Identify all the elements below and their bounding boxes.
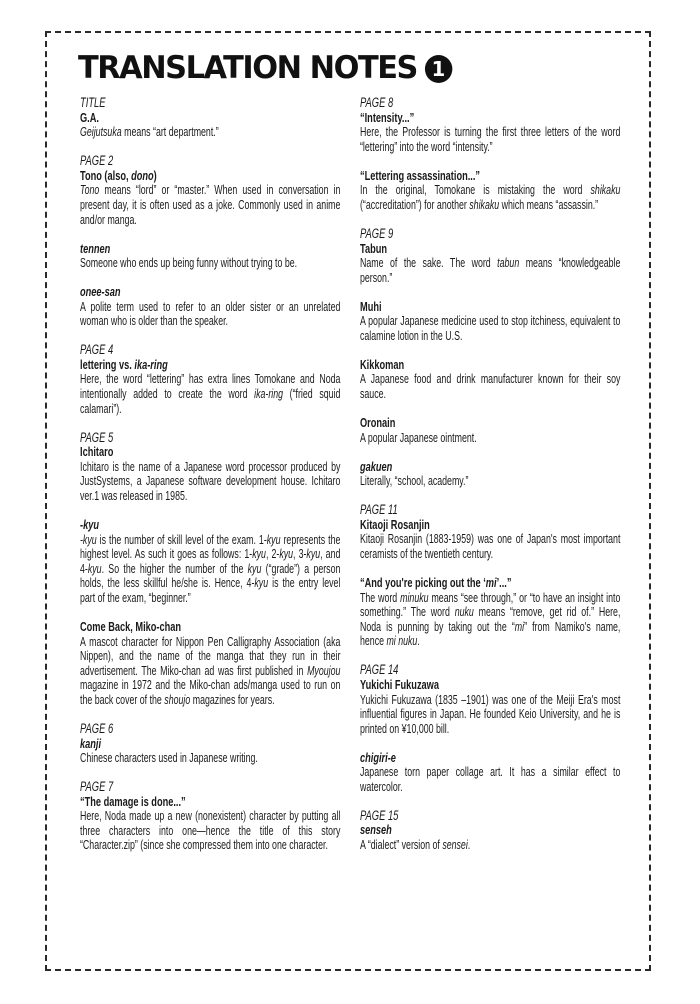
note-body [360, 314, 620, 343]
text: In the original, Tomokane is mistaking the word [360, 183, 591, 198]
note-heading [80, 518, 340, 533]
italic-text: kyu [252, 547, 266, 562]
note-body [80, 183, 340, 227]
note-entry [360, 576, 620, 649]
note-body [80, 300, 340, 329]
text: magazines for years. [190, 692, 275, 707]
italic-text: mi nuku [386, 634, 418, 649]
note-heading [80, 169, 340, 184]
title-text: TRANSLATION NOTES [78, 50, 417, 86]
page-label: PAGE 9 [360, 225, 394, 241]
text: (“accreditation”) for another [360, 197, 470, 212]
note-heading [360, 111, 620, 126]
note-body [360, 532, 620, 561]
text: G.A. [80, 109, 99, 125]
page-label: PAGE 11 [360, 502, 398, 518]
italic-text: tabun [497, 256, 520, 271]
note-entry [80, 96, 340, 140]
note-heading [360, 242, 620, 257]
note-body [360, 183, 620, 212]
text: A popular Japanese medicine used to stop itchiness, equivalent to calamine lotion in the U.S. [360, 314, 621, 343]
italic-text: Tono [80, 183, 100, 198]
note-body [360, 765, 620, 794]
italic-text: kyu [279, 547, 294, 562]
italic-text: kyu [306, 547, 321, 562]
note-entry [360, 663, 620, 736]
note-body [360, 431, 620, 446]
note-body [80, 635, 340, 708]
text: Tabun [360, 240, 388, 256]
text: Here, the Professor is turning the first three letters of the word “lettering” into the word “intensity.” [360, 125, 621, 154]
note-body [80, 125, 340, 140]
italic-text: kyu [266, 532, 281, 547]
text: Kikkoman [360, 356, 405, 372]
left-column [80, 96, 340, 867]
note-entry [360, 416, 620, 445]
italic-text: chigiri-e [360, 749, 396, 765]
italic-text: shikaku [590, 183, 621, 198]
text: . So the higher the number of the [101, 561, 248, 576]
text: “Intensity...” [360, 109, 415, 125]
page-label: PAGE 5 [80, 429, 114, 445]
note-entry [80, 343, 340, 416]
italic-text: kyu [247, 561, 262, 576]
note-heading [80, 737, 340, 752]
note-entry [360, 358, 620, 402]
italic-text: senseh [360, 822, 392, 838]
text: Japanese torn paper collage art. It has a similar effect to watercolor. [360, 765, 621, 794]
italic-text: kyu [254, 576, 269, 591]
italic-text: mi [514, 619, 525, 634]
text: lettering vs. [80, 356, 135, 372]
italic-text: ika-ring [134, 356, 168, 372]
text: Muhi [360, 298, 382, 314]
italic-text: Geijutsuka [80, 125, 122, 140]
text: A “dialect” version of [360, 838, 443, 853]
text: (“fried squid calamari”). [80, 387, 341, 416]
page-label: PAGE 7 [80, 779, 114, 795]
text: Literally, “school, academy.” [360, 474, 469, 489]
note-body [80, 751, 340, 766]
note-entry [360, 96, 620, 154]
note-heading [80, 620, 340, 635]
note-heading [360, 751, 620, 766]
text: ) [153, 167, 157, 183]
text: Here, the word “lettering” has extra lines Tomokane and Noda intentionally added to create the word [80, 372, 341, 402]
note-body [80, 460, 340, 504]
text: represents the highest level. As such it goes as follows: 1- [80, 532, 341, 562]
text: Name of the sake. The word [360, 256, 498, 271]
text: magazine in 1972 and the Miko-chan ads/manga used to run on the back cover of the [80, 678, 341, 707]
note-entry [80, 154, 340, 227]
italic-text: onee-san [80, 284, 121, 300]
note-heading [80, 111, 340, 126]
italic-text: kyu [87, 561, 102, 576]
right-column [360, 96, 620, 867]
text: is the number of skill level of the exam. 1- [96, 532, 267, 547]
page-label: PAGE 6 [80, 720, 114, 736]
text: Ichitaro is the name of a Japanese word processor produced by JustSystems, a Japanese software development house. Ichitaro ver.1 was released in 1985. [80, 459, 341, 504]
note-body [80, 256, 340, 271]
page-label: TITLE [80, 95, 106, 110]
text: is the entry level part of the exam, “beginner.” [80, 576, 341, 605]
page-title [78, 50, 452, 86]
text: . [417, 634, 420, 649]
text: Oronain [360, 415, 396, 431]
note-heading [360, 358, 620, 373]
text: A polite term used to refer to an older sister or an unrelated woman who is older than the speaker. [80, 299, 341, 329]
text: , 2- [265, 547, 280, 562]
text: means “art department.” [121, 125, 219, 140]
note-entry [80, 431, 340, 504]
italic-text: tennen [80, 240, 111, 256]
page-label: PAGE 15 [360, 807, 399, 823]
italic-text: kanji [80, 735, 102, 751]
italic-text: minuku [400, 590, 429, 605]
note-body [360, 256, 620, 285]
text: A popular Japanese ointment. [360, 430, 477, 445]
italic-text: dono [131, 167, 154, 183]
text: , and 4- [80, 547, 341, 576]
text: Ichitaro [80, 444, 114, 460]
italic-text: shikaku [469, 197, 500, 212]
note-entry [360, 300, 620, 344]
note-heading [80, 285, 340, 300]
text: means “remove, get rid of.” Here, Noda is punning by taking out the “ [360, 605, 621, 634]
italic-text: mi [485, 574, 497, 590]
page-label: PAGE 4 [80, 342, 114, 358]
note-entry [360, 751, 620, 795]
note-entry [360, 460, 620, 489]
note-entry [80, 620, 340, 708]
note-body [360, 838, 620, 853]
note-heading [80, 795, 340, 810]
note-heading [360, 169, 620, 184]
title-number-badge: 1 [425, 55, 452, 83]
note-heading [360, 416, 620, 431]
text: The word [360, 590, 401, 605]
note-heading [360, 300, 620, 315]
note-heading [360, 823, 620, 838]
text: ” from Namiko's name, hence [360, 619, 621, 649]
page-label: PAGE 14 [360, 662, 399, 678]
text: A Japanese food and drink manufacturer known for their soy sauce. [360, 372, 621, 402]
note-entry [80, 780, 340, 853]
note-entry [360, 809, 620, 853]
italic-text: nuku [454, 605, 474, 620]
text: “Lettering assassination...” [360, 167, 481, 183]
note-heading [360, 518, 620, 533]
note-body [360, 125, 620, 154]
text: Someone who ends up being funny without trying to be. [80, 256, 298, 271]
note-entry [360, 227, 620, 285]
italic-text: ika-ring [254, 387, 284, 402]
text: . [467, 838, 471, 853]
note-heading [80, 242, 340, 257]
text: (“grade”) a person holds, the less skillful he/she is. Hence, 4- [80, 561, 341, 591]
text: means “see through,” or “to have an insight into something.” The word [360, 590, 621, 620]
note-entry [360, 169, 620, 213]
note-entry [80, 242, 340, 271]
note-entry [80, 285, 340, 329]
text: , 3- [293, 547, 307, 562]
note-body [80, 533, 340, 606]
note-body [360, 372, 620, 401]
text: Yukichi Fukuzawa [360, 676, 440, 692]
italic-text: Myoujou [307, 663, 341, 678]
italic-text: -kyu [80, 532, 97, 547]
text: Kitaoji Rosanjin [360, 516, 430, 532]
text: “The damage is done...” [80, 793, 186, 809]
italic-text: shoujo [164, 692, 191, 707]
note-body [360, 474, 620, 489]
note-heading [360, 576, 620, 591]
text: Here, Noda made up a new (nonexistent) character by putting all three characters into one—hence the title of this story “Character.zip” (since she compressed them into one character. [80, 809, 341, 853]
note-body [360, 591, 620, 649]
italic-text: -kyu [80, 517, 99, 532]
note-heading [80, 445, 340, 460]
italic-text: gakuen [360, 458, 393, 474]
text: Kitaoji Rosanjin (1883-1959) was one of Japan's most important ceramists of the twentieth century. [360, 532, 621, 561]
page-label: PAGE 8 [360, 95, 394, 110]
text: which means “assassin.” [499, 197, 599, 212]
note-body [360, 693, 620, 737]
note-body [80, 372, 340, 416]
text: Come Back, Miko-chan [80, 618, 182, 634]
text: A mascot character for Nippon Pen Calligraphy Association (aka Nippen), and the name of the manga that they run in their advertisement. The Miko-chan ad was first published in [80, 634, 341, 678]
note-entry [80, 722, 340, 766]
note-body [80, 809, 340, 853]
text: means “lord” or “master.” When used in conversation in present day, it is often used as a joke. Commonly used in anime and/or manga. [80, 183, 341, 227]
italic-text: sensei [442, 838, 468, 853]
note-heading [360, 678, 620, 693]
note-entry [80, 518, 340, 606]
note-entry [360, 503, 620, 561]
text: Tono (also, [80, 167, 132, 183]
text: “And you're picking out the ‘ [360, 574, 486, 590]
text: Yukichi Fukuzawa (1835 –1901) was one of the Meiji Era's most influential figures in Japan. He founded Keio University, and he is printed on ¥10,000 bill. [360, 692, 621, 736]
page-label: PAGE 2 [80, 153, 114, 169]
note-heading [360, 460, 620, 475]
note-heading [80, 358, 340, 373]
text: Chinese characters used in Japanese writing. [80, 751, 258, 766]
text: means “knowledgeable person.” [360, 256, 621, 285]
text: ’...” [496, 574, 512, 590]
